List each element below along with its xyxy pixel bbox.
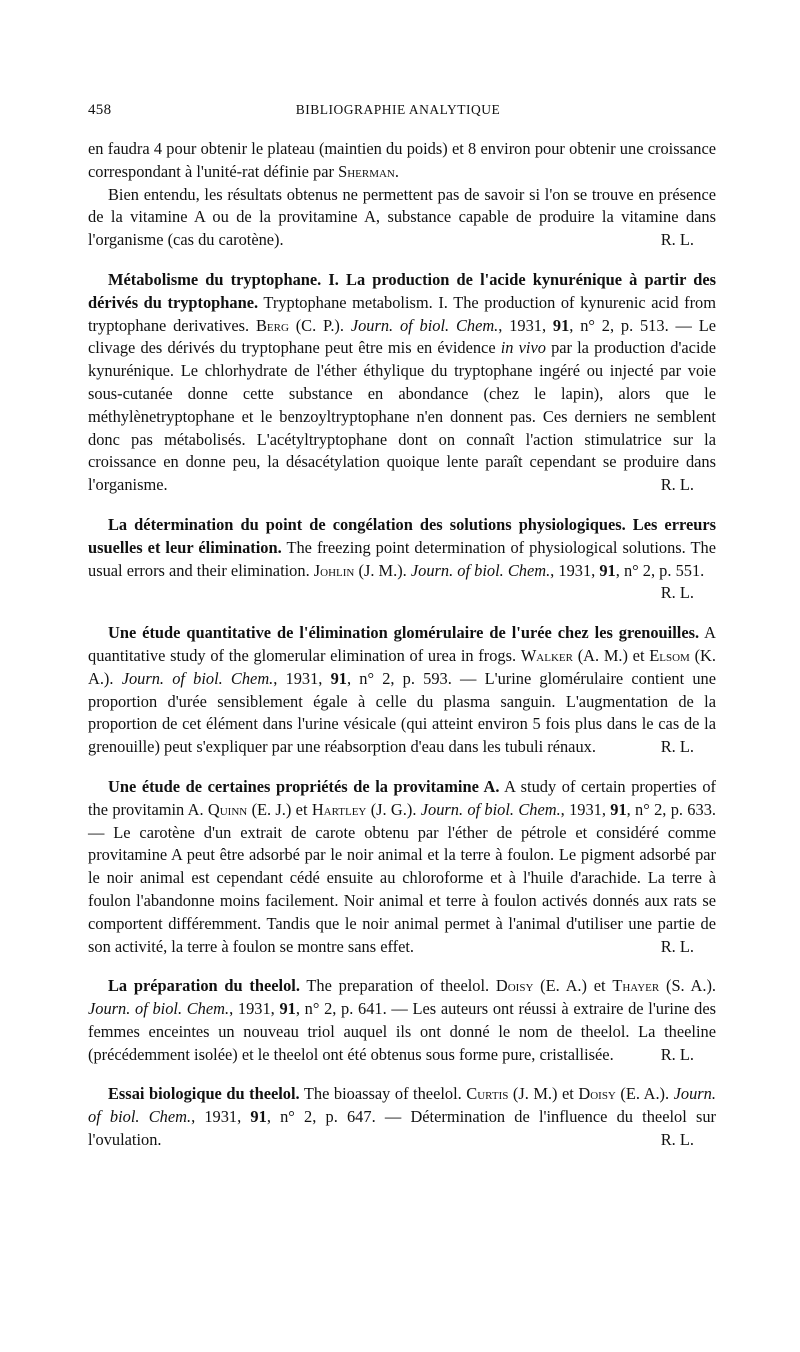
signature: R. L. xyxy=(660,1044,694,1064)
entry-title: La préparation du theelol. xyxy=(108,976,300,996)
english-title: The preparation of theelol. xyxy=(306,976,490,996)
entry-title: Une étude de certaines propriétés de la provitamine A. xyxy=(108,776,500,796)
author-name: Walker xyxy=(520,645,573,665)
entry-title: Essai biologique du theelol. xyxy=(108,1084,300,1104)
author-name: Doisy xyxy=(495,976,534,996)
volume: 91 xyxy=(610,799,627,819)
bibliography-entry xyxy=(88,1083,716,1151)
journal-name: Journ. of biol. Chem. xyxy=(121,668,274,688)
author-name: Elsom xyxy=(649,645,690,665)
signature: R. L. xyxy=(660,583,694,603)
page-number: 458 xyxy=(88,102,112,118)
continuation-block xyxy=(88,138,716,252)
journal-name: Journ. of biol. Chem. xyxy=(410,560,551,580)
author-name: Curtis xyxy=(466,1084,509,1104)
page-header-title: BIBLIOGRAPHIE ANALYTIQUE xyxy=(295,102,501,117)
bibliography-entry xyxy=(88,975,716,1066)
english-title: The bioassay of theelol. xyxy=(303,1084,462,1104)
entry-text: Une étude de certaines propriétés de la provitamine A. A study of certain properties of the provitamin A. Quinn (E. J.) et Hartley (J. G.). Journ. of biol. Chem., 1931, 91, n° 2, p. 633. — Le carotène d'un extrait de carote obtenu par l'éther de pétrole et considéré comme provitamine A peut être adsorbé par le noir animal et la terre à foulon. Le pigment adsorbé par le noir animal est cependant cédé ensuite au chloroforme et à l'huile d'arachide. La terre à foulon l'abandonne moins facilement. Noir animal et terre à foulon activés donnés aux rats se comportent différemment. Tandis que le noir animal permet à l'animal d'utiliser une partie de son activité, la terre à foulon se montre sans effet. R. L. xyxy=(88,776,716,958)
author-name: Quinn xyxy=(207,799,248,819)
author-name: Hartley xyxy=(311,799,367,819)
english-title: The freezing point determination of physiological solutions. The usual errors and their elimination. xyxy=(88,537,716,580)
page-body xyxy=(88,138,716,1152)
bibliography-entry xyxy=(88,622,716,759)
signature: R. L. xyxy=(660,936,694,956)
entry-text: Essai biologique du theelol. The bioassay of theelol. Curtis (J. M.) et Doisy (E. A.). Journ. of biol. Chem., 1931, 91, n° 2, p. 647. — Détermination de l'influence du theelol sur l'ovulation. R. L. xyxy=(88,1083,716,1151)
author-name: Berg xyxy=(255,315,289,335)
english-title: Tryptophane metabolism. I. The production of kynurenic acid from tryptophane derivatives. xyxy=(88,292,716,335)
journal-name: Journ. of biol. Chem. xyxy=(88,999,230,1019)
author-name: Doisy xyxy=(578,1084,616,1104)
signature: R. L. xyxy=(660,737,694,757)
volume: 91 xyxy=(279,999,296,1019)
volume: 91 xyxy=(330,668,347,688)
entry-title: Une étude quantitative de l'élimination glomérulaire de l'urée chez les grenouilles. xyxy=(108,623,700,643)
entry-text: Métabolisme du tryptophane. I. La production de l'acide kynurénique à partir des dérivés du tryptophane. Tryptophane metabolism. I. The production of kynurenic acid from tryptophane derivatives. Berg (C. P.). Journ. of biol. Chem., 1931, 91, n° 2, p. 513. — Le clivage des dérivés du tryptophane peut être mis en évidence in vivo par la production d'acide kynurénique. Le chlorhydrate de l'éther éthylique du tryptophane ingéré ou injecté par voie sous-cutanée donne cette substance en abondance (chez le lapin), alors que le méthylènetryptophane et le benzoyltryptophane n'en donnent pas. Ces derniers ne semblent donc pas métabolisés. L'acétyltryptophane dont on connaît l'action stimulatrice sur la croissance en donne peu, la désacétylation quoique lente paraît cependant se produire dans l'organisme. R. L. xyxy=(88,269,716,497)
running-head xyxy=(88,102,708,122)
signature: R. L. xyxy=(660,1130,694,1150)
journal-name: Journ. of biol. Chem. xyxy=(350,315,499,335)
volume: 91 xyxy=(599,560,616,580)
paragraph: en faudra 4 pour obtenir le plateau (maintien du poids) et 8 environ pour obtenir une croissance correspondant à l'unité-rat définie par Sherman. xyxy=(88,139,716,181)
journal-name: Journ. of biol. Chem. xyxy=(420,799,561,819)
signature: R. L. xyxy=(660,475,694,495)
volume: 91 xyxy=(250,1107,267,1127)
journal-name: Journ. of biol. Chem. xyxy=(88,1084,716,1127)
author-name: Johlin xyxy=(313,560,355,580)
entry-text: Une étude quantitative de l'élimination glomérulaire de l'urée chez les grenouilles. A quantitative study of the glomerular elimination of urea in frogs. Walker (A. M.) et Elsom (K. A.). Journ. of biol. Chem., 1931, 91, n° 2, p. 593. — L'urine glomérulaire contient une proportion d'urée sensiblement égale à celle du plasma sanguin. L'augmentation de la proportion de cet élément dans l'urine vésicale (qui atteint environ 5 fois plus dans le cas de la grenouille) peut s'expliquer par une réabsorption d'eau dans les tubuli rénaux. R. L. xyxy=(88,622,716,759)
author-name: Thayer xyxy=(612,976,660,996)
bibliography-entry xyxy=(88,514,716,605)
english-title: A quantitative study of the glomerular elimination of urea in frogs. xyxy=(88,623,716,665)
english-title: A study of certain properties of the provitamin A. xyxy=(88,776,716,819)
bibliography-entry xyxy=(88,776,716,958)
signature: R. L. xyxy=(660,230,694,250)
volume: 91 xyxy=(552,315,570,335)
entry-title: Métabolisme du tryptophane. I. La production de l'acide kynurénique à partir des dérivés du tryptophane. xyxy=(88,269,716,312)
entry-text: La préparation du theelol. The preparation of theelol. Doisy (E. A.) et Thayer (S. A.). Journ. of biol. Chem., 1931, 91, n° 2, p. 641. — Les auteurs ont réussi à extraire de l'urine des femmes enceintes un nouveau triol auquel ils ont donné le nom de theelol. La theeline (précédemment isolée) et le theelol ont été obtenus sous forme pure, cristallisée. R. L. xyxy=(88,975,716,1066)
paragraph: Bien entendu, les résultats obtenus ne permettent pas de savoir si l'on se trouve en présence de la vitamine A ou de la provitamine A, substance capable de produire la vitamine dans l'organisme (cas du carotène). R. L. xyxy=(88,184,716,252)
entry-title: La détermination du point de congélation des solutions physiologiques. Les erreurs usuelles et leur élimination. xyxy=(88,514,716,557)
entry-text: La détermination du point de congélation des solutions physiologiques. Les erreurs usuelles et leur élimination. The freezing point determination of physiological solutions. The usual errors and their elimination. Johlin (J. M.). Journ. of biol. Chem., 1931, 91, n° 2, p. 551. xyxy=(88,514,716,580)
bibliography-entry xyxy=(88,269,716,497)
author-name: Sherman xyxy=(338,161,395,181)
